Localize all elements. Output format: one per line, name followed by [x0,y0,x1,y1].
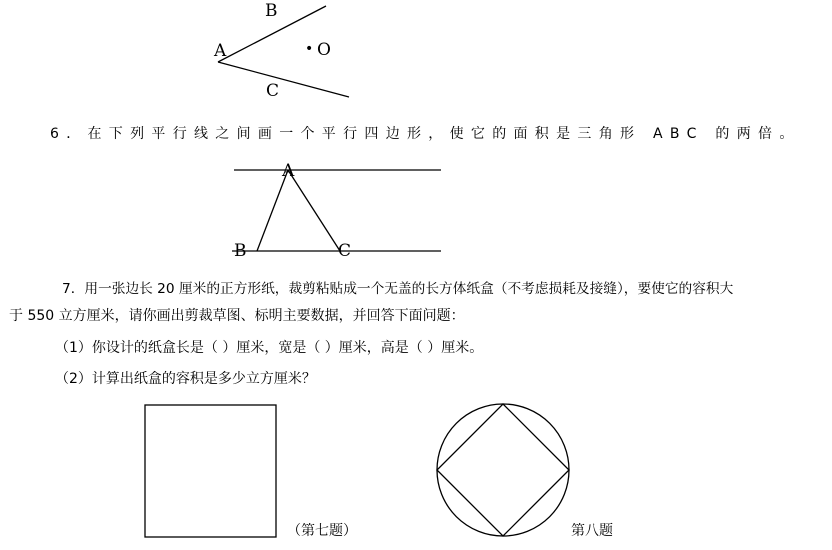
question-7-line-1: 7．用一张边长 20 厘米的正方形纸，裁剪粘贴成一个无盖的长方体纸盒（不考虑损耗及接缝），要使它的容积大 [62,281,734,297]
square-figure-7 [145,405,276,537]
triangle-side-ab [257,170,288,251]
question-7-line-2: 于 550 立方厘米，请你画出剪裁草图、标明主要数据，并回答下面问题： [9,308,465,324]
angle-label-o: O [317,40,331,60]
question-7-sub-2: （2）计算出纸盒的容积是多少立方厘米？ [55,371,316,387]
question-7-sub-1: （1）你设计的纸盒长是（ ）厘米，宽是（ ）厘米，高是（ ）厘米。 [55,340,484,356]
caption-figure-7: （第七题） [287,523,357,539]
question-6-text: 6．在下列平行线之间画一个平行四边形，使它的面积是三角形 ABC 的两倍。 [50,126,801,142]
triangle-label-a: A [282,161,295,181]
triangle-side-ac [288,170,340,251]
triangle-label-c: C [338,241,352,261]
angle-label-b: B [265,1,278,21]
inscribed-square-figure-8 [437,404,569,536]
caption-figure-8: 第八题 [571,523,613,539]
ray-ac [218,62,349,97]
angle-label-a: A [214,41,227,61]
circle-figure-8 [437,404,569,536]
point-o-dot: • [305,41,314,57]
triangle-label-b: B [234,241,247,261]
angle-label-c: C [266,81,280,101]
